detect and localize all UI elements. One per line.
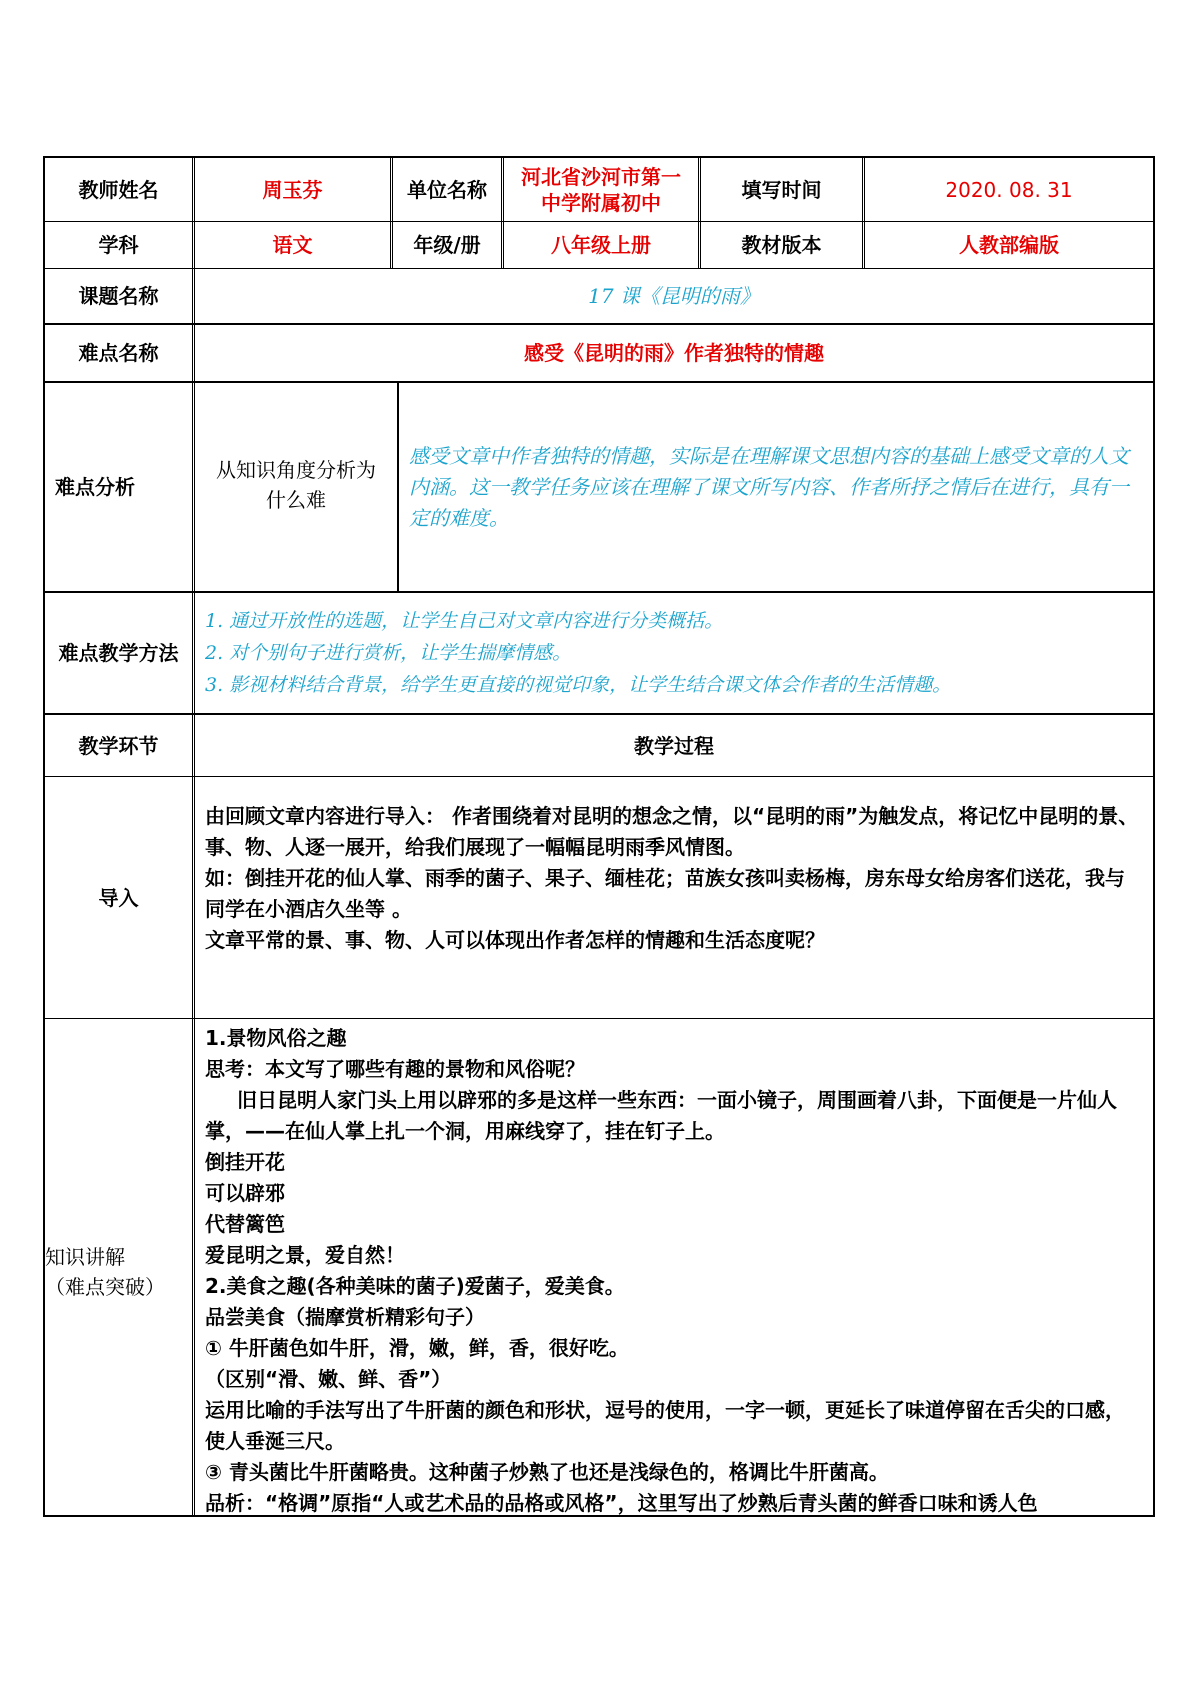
subject-value: 语文 — [195, 222, 393, 268]
knowledge-line: 1.景物风俗之趣 — [205, 1026, 347, 1050]
teacher-value: 周玉芬 — [195, 158, 393, 221]
knowledge-line: 爱昆明之景，爱自然！ — [205, 1243, 405, 1267]
knowledge-line: 品尝美食（揣摩赏析精彩句子） — [205, 1305, 485, 1329]
difficulty-row — [43, 325, 1155, 383]
edition-label: 教材版本 — [701, 222, 865, 268]
difficulty-label: 难点名称 — [45, 325, 195, 381]
unit-label: 单位名称 — [393, 158, 504, 221]
unit-value: 河北省沙河市第一中学附属初中 — [504, 158, 701, 221]
process-value: 教学过程 — [634, 733, 714, 758]
difficulty-value: 感受《昆明的雨》作者独特的情趣 — [524, 341, 824, 365]
header-row-2 — [43, 222, 1155, 269]
methods-row — [43, 593, 1155, 715]
date-label: 填写时间 — [701, 158, 865, 221]
intro-text — [195, 777, 1153, 1018]
knowledge-line: 品析：“格调”原指“人或艺术品的品格或风格”，这里写出了炒熟后青头菌的鲜香口味和诱人色 — [205, 1491, 1038, 1515]
intro-label: 导入 — [45, 777, 195, 1018]
method-item: 2. 对个别句子进行赏析，让学生揣摩情感。 — [205, 642, 572, 664]
date-value: 2020. 08. 31 — [945, 177, 1073, 202]
knowledge-label-line: （难点突破） — [45, 1275, 165, 1299]
analysis-text: 感受文章中作者独特的情趣，实际是在理解课文思想内容的基础上感受文章的人文内涵。这一教学任务应该在理解了课文所写内容、作者所抒之情后在进行，具有一定的难度。 — [409, 444, 1129, 530]
analysis-row — [43, 383, 1155, 593]
topic-row — [43, 269, 1155, 325]
intro-line: 如：倒挂开花的仙人掌、雨季的菌子、果子、缅桂花；苗族女孩叫卖杨梅，房东母女给房客们送花，我与同学在小酒店久坐等 。 — [205, 866, 1125, 921]
knowledge-line: 运用比喻的手法写出了牛肝菌的颜色和形状，逗号的使用，一字一顿，更延长了味道停留在舌尖的口感，使人垂涎三尺。 — [205, 1398, 1125, 1453]
edition-value: 人教部编版 — [959, 233, 1059, 257]
knowledge-line: 旧日昆明人家门头上用以辟邪的多是这样一些东西：一面小镜子，周围画着八卦，下面便是一片仙人掌，——在仙人掌上扎一个洞，用麻线穿了，挂在钉子上。 — [205, 1088, 1117, 1143]
teacher-label: 教师姓名 — [45, 158, 195, 221]
header-row-1 — [43, 156, 1155, 222]
method-item: 3. 影视材料结合背景，给学生更直接的视觉印象，让学生结合课文体会作者的生活情趣。 — [205, 674, 952, 696]
knowledge-label — [45, 1019, 195, 1515]
topic-value: 17 课《昆明的雨》 — [588, 284, 760, 308]
grade-value: 八年级上册 — [504, 222, 701, 268]
intro-row — [43, 777, 1155, 1019]
knowledge-line: （区别“滑、嫩、鲜、香”） — [205, 1367, 452, 1391]
topic-label: 课题名称 — [45, 269, 195, 323]
analysis-label: 难点分析 — [45, 383, 195, 591]
knowledge-row — [43, 1019, 1155, 1517]
knowledge-line: 代替篱笆 — [205, 1212, 285, 1236]
process-header-row — [43, 715, 1155, 777]
subject-label: 学科 — [45, 222, 195, 268]
intro-line: 由回顾文章内容进行导入： 作者围绕着对昆明的想念之情，以“昆明的雨”为触发点，将记忆中昆明的景、事、物、人逐一展开，给我们展现了一幅幅昆明雨季风情图。 — [205, 804, 1139, 859]
knowledge-line: 可以辟邪 — [205, 1181, 285, 1205]
knowledge-line: ③ 青头菌比牛肝菌略贵。这种菌子炒熟了也还是浅绿色的，格调比牛肝菌高。 — [205, 1460, 889, 1484]
knowledge-line: 2.美食之趣(各种美味的菌子)爱菌子，爱美食。 — [205, 1274, 625, 1298]
analysis-sub-label: 从知识角度分析为什么难 — [195, 383, 399, 591]
methods-list — [195, 593, 1153, 713]
intro-line: 文章平常的景、事、物、人可以体现出作者怎样的情趣和生活态度呢？ — [205, 928, 825, 952]
grade-label: 年级/册 — [393, 222, 504, 268]
knowledge-label-line: 知识讲解 — [45, 1245, 125, 1269]
lesson-plan-table — [43, 156, 1155, 1517]
knowledge-text — [195, 1019, 1153, 1515]
method-item: 1. 通过开放性的选题，让学生自己对文章内容进行分类概括。 — [205, 610, 724, 632]
process-label: 教学环节 — [45, 715, 195, 776]
knowledge-line: ① 牛肝菌色如牛肝，滑，嫩，鲜，香，很好吃。 — [205, 1336, 629, 1360]
knowledge-line: 思考：本文写了哪些有趣的景物和风俗呢？ — [205, 1057, 585, 1081]
knowledge-line: 倒挂开花 — [205, 1150, 285, 1174]
methods-label: 难点教学方法 — [45, 593, 195, 713]
